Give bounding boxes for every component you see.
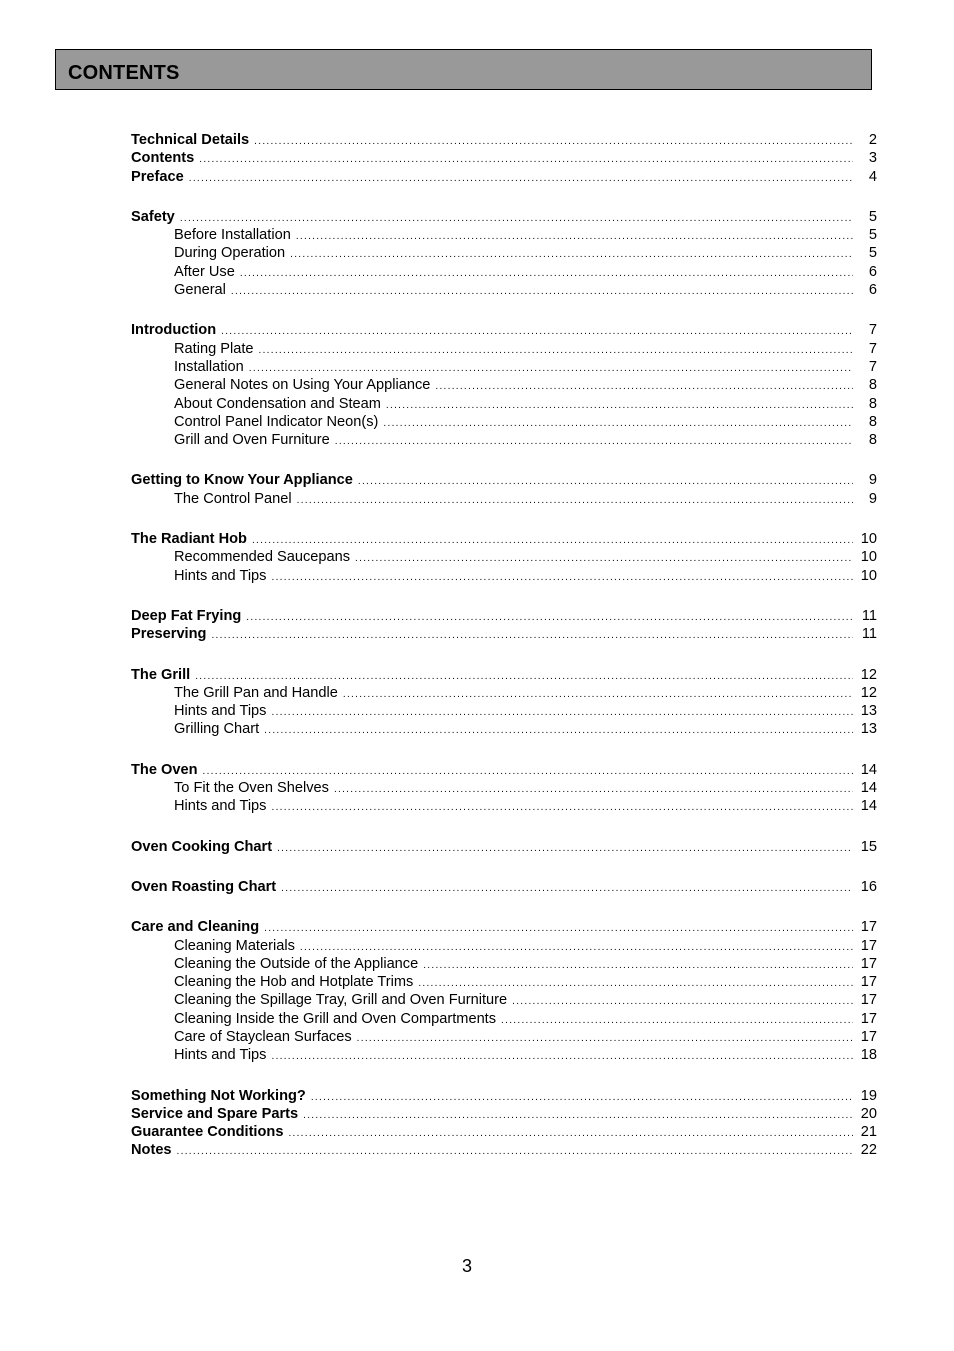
toc-entry-label: Hints and Tips (174, 798, 267, 815)
toc-entry-label: Recommended Saucepans (174, 549, 351, 566)
toc-entry-page: 17 (860, 1028, 877, 1045)
toc-subentry[interactable] (131, 281, 877, 299)
toc-section (131, 321, 877, 449)
toc-subentry[interactable] (131, 779, 877, 797)
toc-entry-page: 9 (868, 472, 877, 489)
toc-entry-page: 5 (868, 245, 877, 262)
dot-leader (358, 473, 853, 491)
toc-entry-page: 12 (860, 666, 877, 683)
toc-entry-label: Cleaning the Hob and Hotplate Trims (174, 974, 414, 991)
toc-entry-label: Preface (131, 168, 184, 185)
page-title: CONTENTS (68, 62, 180, 84)
toc-entry-page: 13 (860, 721, 877, 738)
toc-section (131, 530, 877, 585)
toc-entry[interactable] (131, 878, 877, 896)
dot-leader (343, 686, 853, 704)
toc-section (131, 666, 877, 739)
toc-subentry[interactable] (131, 684, 877, 702)
toc-entry[interactable] (131, 471, 877, 489)
toc-section (131, 878, 877, 896)
toc-entry-page: 9 (868, 490, 877, 507)
dot-leader (211, 627, 853, 645)
toc-subentry[interactable] (131, 376, 877, 394)
toc-section (131, 918, 877, 1064)
toc-entry-page: 17 (860, 955, 877, 972)
toc-subentry[interactable] (131, 413, 877, 431)
dot-leader (386, 397, 853, 415)
toc-entry-label: Preserving (131, 626, 207, 643)
toc-entry[interactable] (131, 321, 877, 339)
toc-entry-page: 17 (860, 1010, 877, 1027)
toc-subentry[interactable] (131, 1028, 877, 1046)
contents-header-bar (55, 49, 872, 90)
toc-entry[interactable] (131, 1141, 877, 1159)
toc-entry-page: 17 (860, 992, 877, 1009)
toc-entry-label: Hints and Tips (174, 703, 267, 720)
dot-leader (177, 1143, 853, 1161)
toc-entry[interactable] (131, 666, 877, 684)
dot-leader (264, 920, 853, 938)
dot-leader (271, 1048, 853, 1066)
dot-leader (246, 609, 853, 627)
dot-leader (288, 1125, 853, 1143)
toc-section (131, 761, 877, 816)
toc-entry-label: Grill and Oven Furniture (174, 432, 330, 449)
toc-entry-label: Care and Cleaning (131, 919, 260, 936)
toc-entry-label: Cleaning the Spillage Tray, Grill and Oven Furniture (174, 992, 508, 1009)
toc-subentry[interactable] (131, 1010, 877, 1028)
dot-leader (271, 799, 853, 817)
dot-leader (271, 569, 853, 587)
dot-leader (296, 228, 853, 246)
toc-entry-page: 13 (860, 703, 877, 720)
toc-entry-label: About Condensation and Steam (174, 395, 381, 412)
dot-leader (231, 283, 853, 301)
toc-entry-page: 8 (868, 377, 877, 394)
dot-leader (501, 1012, 853, 1030)
toc-entry-page: 12 (860, 684, 877, 701)
toc-subentry[interactable] (131, 226, 877, 244)
toc-entry-page: 7 (868, 340, 877, 357)
dot-leader (303, 1107, 853, 1125)
toc-entry-page: 11 (861, 626, 877, 643)
toc-entry-page: 2 (868, 132, 877, 148)
toc-entry-label: The Control Panel (174, 490, 292, 507)
toc-entry-label: Rating Plate (174, 340, 254, 357)
dot-leader (277, 840, 853, 858)
toc-entry-label: Guarantee Conditions (131, 1124, 284, 1141)
toc-entry-page: 3 (868, 150, 877, 167)
toc-entry[interactable] (131, 607, 877, 625)
dot-leader (383, 415, 853, 433)
toc-entry-label: Installation (174, 358, 244, 375)
toc-entry[interactable] (131, 625, 877, 643)
toc-entry-label: Control Panel Indicator Neon(s) (174, 413, 379, 430)
toc-entry-page: 8 (868, 413, 877, 430)
toc-entry[interactable] (131, 761, 877, 779)
toc-entry-label: Oven Roasting Chart (131, 878, 277, 895)
toc-entry-page: 16 (860, 878, 877, 895)
toc-section (131, 607, 877, 644)
toc-entry-label: Care of Stayclean Surfaces (174, 1028, 352, 1045)
dot-leader (290, 246, 853, 264)
toc-entry-page: 17 (860, 937, 877, 954)
toc-entry-page: 20 (860, 1105, 877, 1122)
page-number: 3 (461, 1256, 472, 1276)
toc-section (131, 471, 877, 508)
toc-entry-label: Hints and Tips (174, 567, 267, 584)
toc-entry-label: General (174, 282, 226, 299)
toc-entry[interactable] (131, 208, 877, 226)
toc-entry-label: Hints and Tips (174, 1047, 267, 1064)
dot-leader (311, 1089, 853, 1107)
toc-entry-label: The Grill Pan and Handle (174, 684, 338, 701)
toc-entry-label: Something Not Working? (131, 1087, 306, 1104)
toc-entry-label: After Use (174, 263, 235, 280)
toc-entry-label: Before Installation (174, 227, 291, 244)
toc-subentry[interactable] (131, 340, 877, 358)
dot-leader (240, 265, 853, 283)
dot-leader (189, 170, 853, 188)
toc-entry-page: 6 (868, 282, 877, 299)
toc-entry-page: 21 (860, 1124, 877, 1141)
dot-leader (221, 323, 853, 341)
table-of-contents (131, 131, 877, 1182)
toc-entry-page: 5 (868, 208, 877, 225)
toc-entry[interactable] (131, 131, 877, 149)
toc-entry-label: During Operation (174, 245, 286, 262)
toc-entry-page: 17 (860, 974, 877, 991)
toc-entry-label: The Oven (131, 761, 198, 778)
toc-entry-page: 7 (868, 358, 877, 375)
dot-leader (357, 1030, 853, 1048)
toc-entry[interactable] (131, 1123, 877, 1141)
toc-entry-page: 8 (868, 432, 877, 449)
toc-entry-label: Contents (131, 150, 195, 167)
toc-entry-page: 22 (860, 1142, 877, 1159)
toc-entry-page: 15 (860, 838, 877, 855)
toc-entry-page: 11 (861, 607, 877, 624)
toc-entry-label: Notes (131, 1142, 172, 1159)
toc-subentry[interactable] (131, 720, 877, 738)
toc-entry-label: Service and Spare Parts (131, 1105, 299, 1122)
dot-leader (264, 722, 853, 740)
toc-entry-page: 5 (868, 227, 877, 244)
toc-entry-label: Cleaning the Outside of the Appliance (174, 955, 419, 972)
toc-entry[interactable] (131, 168, 877, 186)
dot-leader (297, 492, 853, 510)
toc-entry-label: Deep Fat Frying (131, 607, 242, 624)
toc-entry-label: Introduction (131, 322, 217, 339)
dot-leader (435, 378, 853, 396)
toc-subentry[interactable] (131, 431, 877, 449)
toc-entry-page: 14 (860, 798, 877, 815)
toc-entry-page: 10 (860, 549, 877, 566)
toc-entry-page: 18 (860, 1047, 877, 1064)
dot-leader (271, 704, 853, 722)
toc-subentry[interactable] (131, 244, 877, 262)
toc-entry[interactable] (131, 1105, 877, 1123)
dot-leader (334, 781, 853, 799)
toc-subentry[interactable] (131, 991, 877, 1009)
toc-entry-label: General Notes on Using Your Appliance (174, 377, 431, 394)
toc-entry-page: 4 (868, 168, 877, 185)
toc-entry-label: The Radiant Hob (131, 531, 247, 548)
dot-leader (512, 993, 853, 1011)
toc-entry-page: 7 (868, 322, 877, 339)
toc-entry-page: 10 (860, 567, 877, 584)
dot-leader (254, 133, 853, 151)
toc-subentry[interactable] (131, 395, 877, 413)
toc-entry-label: Grilling Chart (174, 721, 260, 738)
dot-leader (259, 342, 853, 360)
toc-entry[interactable] (131, 149, 877, 167)
toc-subentry[interactable] (131, 490, 877, 508)
toc-entry-label: Oven Cooking Chart (131, 838, 273, 855)
toc-subentry[interactable] (131, 937, 877, 955)
toc-subentry[interactable] (131, 973, 877, 991)
toc-entry[interactable] (131, 838, 877, 856)
toc-subentry[interactable] (131, 702, 877, 720)
dot-leader (423, 957, 853, 975)
toc-section (131, 838, 877, 856)
dot-leader (335, 433, 853, 451)
toc-entry-label: Technical Details (131, 132, 250, 148)
toc-entry-label: Cleaning Inside the Grill and Oven Compartments (174, 1010, 497, 1027)
toc-entry-label: To Fit the Oven Shelves (174, 780, 329, 797)
toc-entry-label: Safety (131, 208, 175, 225)
toc-entry[interactable] (131, 918, 877, 936)
toc-entry-label: Cleaning Materials (174, 937, 295, 954)
toc-subentry[interactable] (131, 263, 877, 281)
toc-section (131, 131, 877, 186)
dot-leader (199, 151, 853, 169)
toc-entry-page: 19 (860, 1087, 877, 1104)
toc-entry-label: Getting to Know Your Appliance (131, 472, 353, 489)
toc-entry-page: 8 (868, 395, 877, 412)
toc-entry-page: 6 (868, 263, 877, 280)
toc-subentry[interactable] (131, 955, 877, 973)
dot-leader (281, 880, 853, 898)
toc-subentry[interactable] (131, 1046, 877, 1064)
toc-subentry[interactable] (131, 548, 877, 566)
toc-subentry[interactable] (131, 567, 877, 585)
toc-entry-label: The Grill (131, 666, 191, 683)
toc-entry[interactable] (131, 530, 877, 548)
toc-subentry[interactable] (131, 358, 877, 376)
toc-section (131, 1087, 877, 1160)
toc-entry-page: 14 (860, 761, 877, 778)
dot-leader (355, 550, 853, 568)
toc-entry-page: 10 (860, 531, 877, 548)
toc-entry-page: 14 (860, 780, 877, 797)
toc-entry-page: 17 (860, 919, 877, 936)
toc-section (131, 208, 877, 299)
toc-entry[interactable] (131, 1087, 877, 1105)
toc-subentry[interactable] (131, 797, 877, 815)
